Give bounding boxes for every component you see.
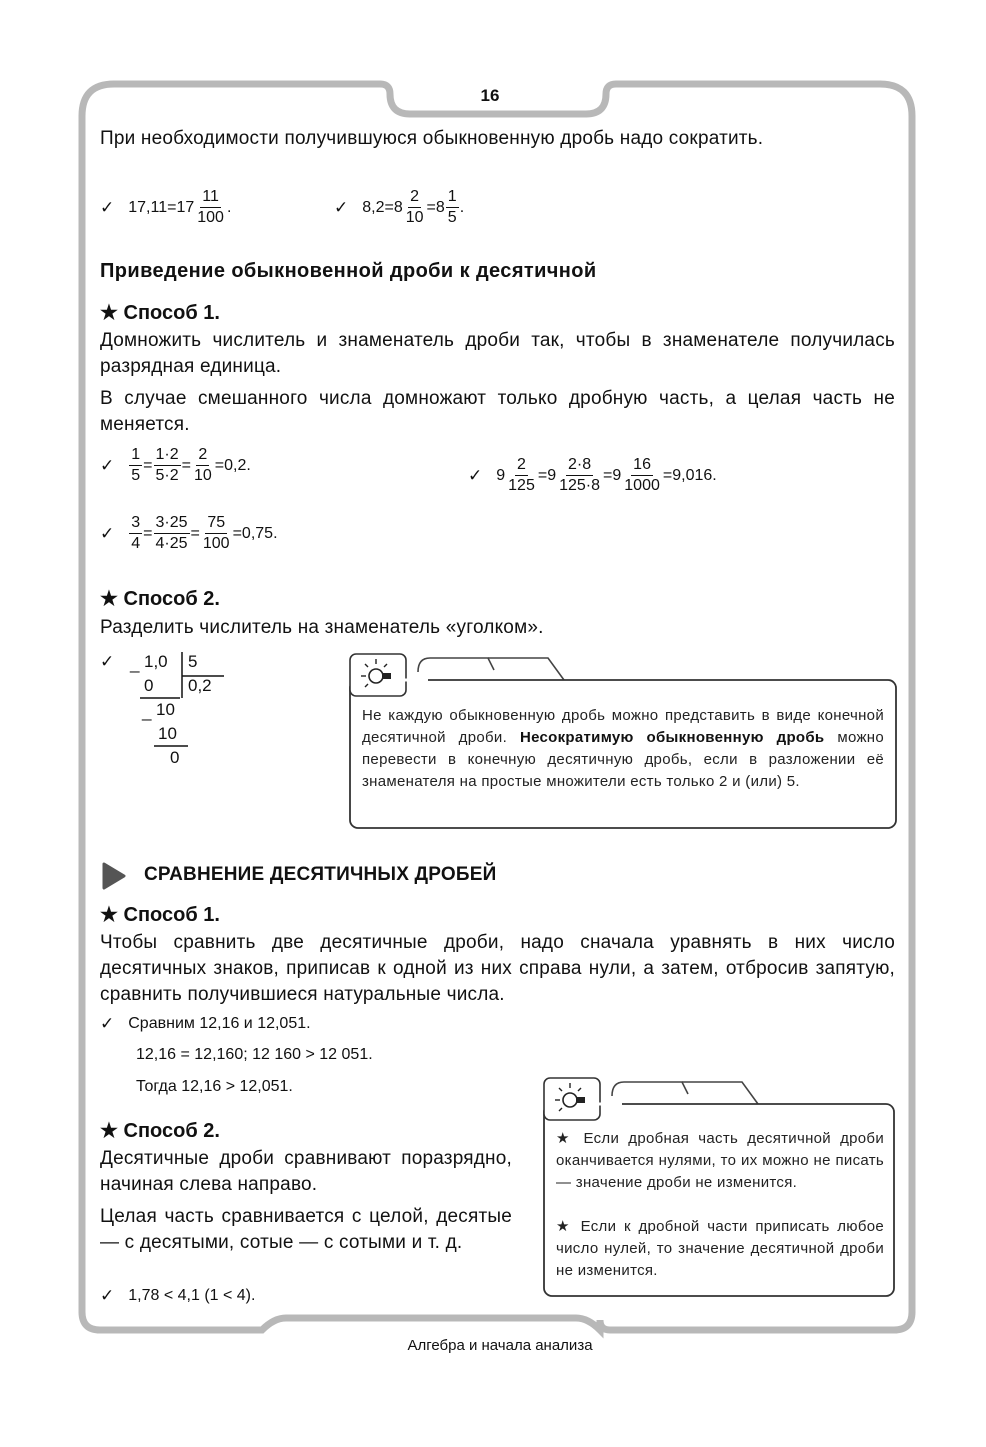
- compare-example-line-1: ✓ Сравним 12,16 и 12,051.: [100, 1014, 311, 1033]
- check-icon: ✓: [100, 1286, 115, 1305]
- division-lines: [100, 650, 240, 775]
- fraction: $\frac{1}{5}$: [447, 188, 457, 226]
- check-icon: ✓: [100, 1014, 115, 1033]
- compare-example-2: ✓ 1,78 < 4,1 (1 < 4).: [100, 1286, 256, 1305]
- triangle-marker-icon: [100, 862, 128, 890]
- check-icon: ✓: [334, 197, 349, 217]
- method2-paragraph: Разделить числитель на знаменатель «уголком».: [100, 617, 544, 638]
- star-icon: ★: [556, 1218, 573, 1235]
- section2-method2-paragraph-2: Целая часть сравнивается с целой, десятые — с десятыми, сотые — с сотыми и т. д.: [100, 1206, 512, 1253]
- section2-method1-paragraph: Чтобы сравнить две десятичные дроби, надо сначала уравнять в них число десятичных знаков, приписав к одной из них справа нули, а затем, отбросив запятую, сравнить получившиеся натуральные числа.: [100, 932, 895, 1005]
- example-fraction-1: ✓ $\frac{1}{5}$ = $\frac{1\cdot 2}{5\cdot 2}$ = $\frac{2}{10}$ =0,2.: [100, 446, 251, 484]
- star-icon: ★: [100, 302, 118, 324]
- check-icon: ✓: [100, 455, 115, 475]
- section2-method2-paragraph-1: Десятичные дроби сравнивают поразрядно, начиная слева направо.: [100, 1148, 512, 1195]
- check-icon: ✓: [468, 465, 483, 485]
- method-heading: ★ Способ 1.: [100, 904, 220, 926]
- footer-title: Алгебра и начала анализа: [407, 1337, 593, 1354]
- page-number: 16: [480, 86, 500, 105]
- fraction: $\frac{11}{100}$: [197, 188, 224, 226]
- note-item-1: ★ Если дробная часть десятичной дроби оканчивается нулями, то их можно не писать — значение дроби не изменится.: [556, 1130, 885, 1191]
- check-icon: ✓: [100, 197, 115, 217]
- long-division: ✓ _ 1,0 5 0 0,2 _ 10 10 0: [100, 650, 240, 770]
- intro-example-1: ✓ 17,11=17 $\frac{11}{100}$ .: [100, 188, 232, 226]
- section-heading: Приведение обыкновенной дроби к десятичной: [100, 260, 597, 282]
- intro-example-2: ✓ 8,2=8 $\frac{2}{10}$ =8 $\frac{1}{5}$ .: [334, 188, 465, 226]
- note-text-1: Не каждую обыкновенную дробь можно представить в виде конечной десятичной дроби. Несократимую обыкновенную дробь можно перевести в конечную десятичную дробь, если в разложении её знаменателя на простые множители есть только 2 и (или) 5.: [362, 707, 884, 790]
- method-heading: ★ Способ 2.: [100, 1120, 220, 1142]
- compare-example-line-2: 12,16 = 12,160; 12 160 > 12 051.: [136, 1046, 373, 1063]
- check-icon: ✓: [100, 523, 115, 543]
- method-heading: ★ Способ 2.: [100, 588, 220, 610]
- compare-example-line-3: Тогда 12,16 > 12,051.: [136, 1078, 293, 1095]
- star-icon: ★: [556, 1130, 575, 1147]
- method1-paragraph-1: Домножить числитель и знаменатель дроби так, чтобы в знаменателе получилась разрядная единица.: [100, 330, 895, 377]
- intro-paragraph: При необходимости получившуюся обыкновенную дробь надо сократить.: [100, 128, 764, 149]
- method1-paragraph-2: В случае смешанного числа домножают только дробную часть, а целая часть не меняется.: [100, 388, 895, 435]
- star-icon: ★: [100, 1120, 118, 1142]
- star-icon: ★: [100, 904, 118, 926]
- star-icon: ★: [100, 588, 118, 610]
- section-heading: СРАВНЕНИЕ ДЕСЯТИЧНЫХ ДРОБЕЙ: [144, 864, 497, 885]
- lightbulb-icon: [552, 1080, 592, 1114]
- example-fraction-3: ✓ $\frac{3}{4}$ = $\frac{3\cdot 25}{4\cdot 25}$ = $\frac{75}{100}$ =0,75.: [100, 514, 278, 552]
- method-heading: ★ Способ 1.: [100, 302, 220, 324]
- note-item-2: ★ Если к дробной части приписать любое число нулей, то значение десятичной дроби не изменится.: [556, 1218, 885, 1279]
- check-icon: ✓: [100, 652, 115, 671]
- example-fraction-2: ✓ 9 $\frac{2}{125}$ =9 $\frac{2\cdot 8}{125\cdot 8}$ =9 $\frac{16}{1000}$ =9,016.: [468, 456, 717, 494]
- expr-text: 17,11=17: [128, 198, 195, 216]
- lightbulb-icon: [358, 656, 398, 690]
- fraction: $\frac{2}{10}$: [405, 188, 424, 226]
